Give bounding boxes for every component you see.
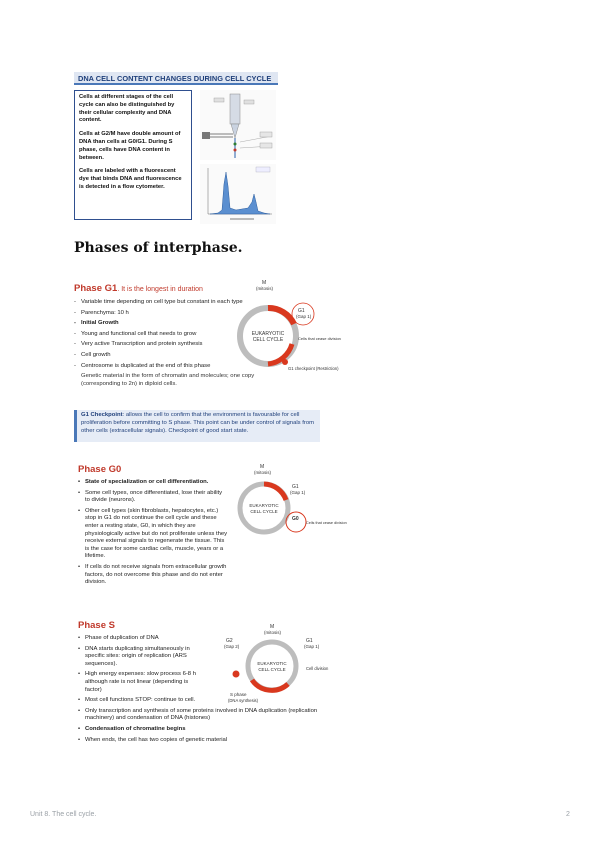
list-item: - Variable time depending on cell type but constant in each type [74, 299, 274, 307]
list-item: • Most cell functions STOP: continue to cell. [78, 697, 206, 705]
cycle-g1-label: G1 [292, 484, 299, 490]
cycle-m-label: M [270, 624, 275, 630]
list-item: - Young and functional cell that needs to grow [74, 331, 274, 339]
cycle-exit-label: Cells that cease division [306, 521, 347, 525]
phase-s-list-bottom [78, 708, 328, 744]
cycle-center-2: CELL CYCLE [258, 667, 286, 672]
list-item: • Other cell types (skin fibroblasts, hepatocytes, etc.) stop in G1 do not continue the cell cycle and these enter a resting state, G0, in which they are physiologically active but do not proliferate unless they receive external signals to regenerate the tissue. This is the case for some cardiac cells, muscle, years or a lifetime. [78, 508, 228, 561]
cycle-center-1: EUKARYOTIC [251, 331, 285, 337]
list-item: • Some cell types, once differentiated, lose their ability to divide (neurons). [78, 490, 228, 505]
footer-unit-label: Unit 8. The cell cycle. [30, 811, 97, 818]
cycle-center-1: EUKARYOTIC [257, 661, 287, 666]
cycle-m-sub: (mitosis) [256, 286, 273, 291]
cycle-g1-label: G1 [298, 308, 305, 314]
list-item: • DNA starts duplicating simultaneously in specific sites: origin of replication (ARS sequences). [78, 646, 206, 669]
card-paragraph-2: Cells at G2/M have double amount of DNA than cells at G0/G1. During S phase, cells have DNA content in between. [79, 131, 181, 161]
list-item: - Parenchyma: 10 h [74, 310, 274, 318]
cycle-center-1: EUKARYOTIC [249, 503, 279, 508]
cycle-m-sub: (mitosis) [254, 470, 271, 475]
cycle-center-2: CELL CYCLE [250, 509, 278, 514]
cycle-m-label: M [260, 464, 265, 470]
cycle-g2-sub: (Gap 2) [224, 644, 240, 649]
list-item: • If cells do not receive signals from extracellular growth factors, do not overcome this phase and do not enter division. [78, 564, 228, 587]
list-item: - Initial Growth [74, 320, 274, 328]
footer-page-number: 2 [566, 811, 570, 818]
cycle-s-label: S phase [230, 692, 247, 697]
flow-cytometer-diagram [200, 90, 276, 160]
cycle-g0-label: G0 [292, 516, 299, 522]
list-item: • Phase of duplication of DNA [78, 635, 206, 643]
phase-g0-list [78, 479, 228, 587]
g1-checkpoint-box [74, 410, 320, 442]
cycle-m-label: M [262, 280, 267, 286]
phase-s-list-top [78, 635, 206, 705]
list-item: • When ends, the cell has two copies of genetic material [78, 737, 328, 745]
cycle-g1-label: G1 [306, 638, 313, 644]
list-item: - Cell growth [74, 352, 274, 360]
g1-checkpoint-text: : allows the cell to confirm that the environment is favourable for cell proliferation before committing to S phase. This point can be under control of signals from other cells (extracellular signals). Checkpoint of good start state. [81, 412, 315, 434]
list-item: • Only transcription and synthesis of some proteins involved in DNA duplication (replication machinery) and condensation of DNA (histones) [78, 708, 328, 723]
list-item: • Condensation of chromatine begins [78, 726, 328, 734]
cycle-g1-sub: (Gap 1) [296, 314, 312, 319]
list-item: - Very active Transcription and protein synthesis [74, 341, 274, 349]
phase-g0-block [78, 464, 228, 587]
dna-content-histogram [200, 164, 276, 224]
phase-g1-note: Genetic material in the form of chromatin and molecules; one copy (corresponding to 2n) in diploid cells. [81, 373, 255, 387]
list-item: - Centrosome is duplicated at the end of this phase [74, 363, 274, 371]
phase-s-title: Phase S [78, 620, 115, 631]
phase-g1-title: Phase G1 [74, 283, 118, 294]
cycle-division-label: Cell division [306, 666, 329, 671]
cycle-s-sub: (DNA synthesis) [228, 698, 259, 703]
g1-checkpoint-label: G1 Checkpoint [81, 412, 123, 418]
cycle-center-2: CELL CYCLE [252, 337, 284, 343]
list-item: • High energy expenses: slow process 6-8 h although rate is not linear (depending is factor) [78, 671, 206, 694]
section-title: Phases of interphase. [74, 240, 243, 256]
phase-g0-title: Phase G0 [78, 464, 122, 475]
cycle-g1-sub: (Gap 1) [290, 490, 306, 495]
cycle-m-sub: (mitosis) [264, 630, 281, 635]
cycle-g1-sub: (Gap 1) [304, 644, 320, 649]
card-title: DNA CELL CONTENT CHANGES DURING CELL CYCLE [74, 72, 278, 85]
cycle-exit-label: Cells that cease division [298, 336, 341, 341]
phase-g1-subtitle: . It is the longest in duration [117, 286, 203, 293]
cycle-g2-label: G2 [226, 638, 233, 644]
cell-cycle-diagram-g1 [218, 278, 341, 396]
card-paragraph-1: Cells at different stages of the cell cycle can also be distinguished by their cellular complexity and DNA content. [79, 94, 175, 124]
cycle-checkpoint-label: G1 checkpoint (Restriction) [288, 366, 339, 371]
card-paragraph-3: Cells are labeled with a fluorescent dye that binds DNA and fluorescence is detected in a flow cytometer. [79, 168, 182, 190]
cell-cycle-diagram-s [222, 622, 332, 712]
card-text-box [74, 90, 192, 220]
list-item: • State of specialization or cell differentiation. [78, 479, 228, 487]
cell-cycle-diagram-g0 [222, 462, 347, 552]
